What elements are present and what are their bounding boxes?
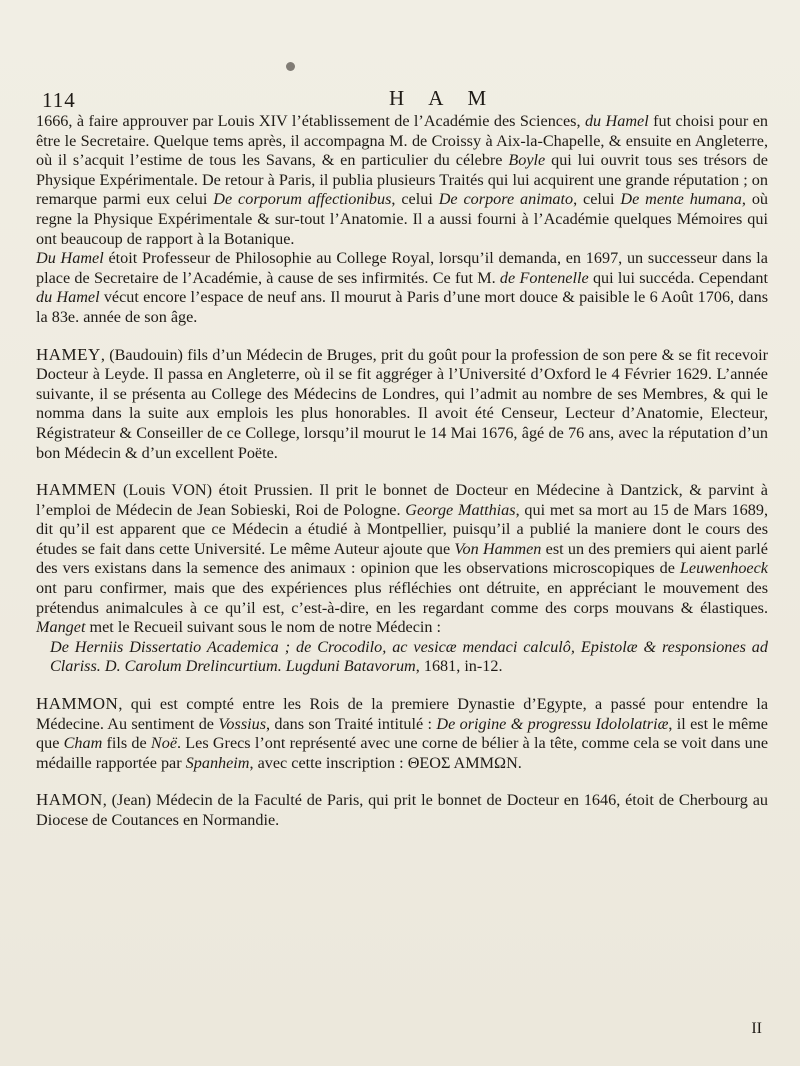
text-run: met le Recueil suivant sous le nom de notre Médecin :	[85, 618, 442, 637]
text-run: étoit Professeur de Philosophie au College Royal, lorsqu’il demanda, en 1697, un successeur dans la place de Secretaire de l’Académie, à cause de ses infirmités. Ce fut M.	[36, 249, 768, 287]
text-run: qui lui succéda. Cependant	[588, 268, 768, 287]
text-run: , celui	[391, 190, 439, 209]
italic-title: De corporum affectionibus	[213, 190, 392, 209]
text-run: qui lui ouvrit tous ses trésors de Physique Expérimentale. De retour à Paris, il publia plusieurs Traités qui lui acquirent une grande réputation ; on remarque parmi eux celui	[36, 151, 768, 209]
entry-hamon	[36, 790, 768, 830]
entry-hammen	[36, 480, 768, 638]
text-run: 1666, à faire approuver par Louis XIV l’établissement de l’Académie des Sciences,	[36, 112, 585, 130]
text-run: , il est le même que	[36, 714, 768, 753]
text-run: , qui met sa mort au 15 de Mars 1689, dit qu’il est apparent que ce Médecin a étudié à Montpellier, puisqu’il a publié la maniere dont le cours des études se fait dans cette Université. Le même Auteur ajoute que	[36, 500, 768, 558]
entry-hammon	[36, 694, 768, 773]
italic-name: Cham	[63, 734, 103, 753]
entry-hamel-paragraph-1	[36, 112, 768, 249]
text-run: est un des premiers qui aient parlé des vers existans dans la semence des animaux : opinion que les observations microscopiques de	[36, 539, 768, 578]
italic-name: Noë	[150, 734, 177, 753]
text-run: , (Jean) Médecin de la Faculté de Paris, qui prit le bonnet de Docteur en 1646, étoit de Cherbourg au Diocese de Coutances en Normandie.	[36, 791, 768, 829]
running-head: H A M	[389, 86, 497, 110]
spacer	[36, 773, 768, 790]
italic-name: Spanheim	[185, 753, 250, 772]
spacer	[36, 328, 768, 345]
italic-name: du Hamel	[584, 112, 649, 130]
text-run: fut choisi pour en être le Secretaire. Quelque tems après, il accompagna M. de Croissy à Aix-la-Chapelle, & ensuite en Angleterre, où il s’acquit l’estime de tous les Savans, & en particulier du célebre	[36, 112, 768, 170]
entry-headword: HAMON	[36, 790, 103, 810]
text-run: . Les Grecs l’ont représenté avec une corne de bélier à la tête, comme cela se voit dans une médaille rapportée par	[36, 734, 769, 772]
italic-title: De corpore animato	[438, 190, 574, 209]
italic-name: George Matthias	[405, 500, 516, 519]
page-header	[36, 78, 768, 112]
spacer	[36, 463, 768, 480]
italic-name: Du Hamel	[36, 249, 104, 268]
text-run: , qui est compté entre les Rois de la premiere Dynastie d’Egypte, a passé pour entendre la Médecine. Au sentiment de	[36, 695, 768, 733]
italic-title: De mente humana	[620, 190, 742, 209]
text-run: , avec cette inscription : ΘΕΟΣ ΑΜΜΩΝ.	[249, 753, 522, 772]
text-run: , 1681, in-12.	[415, 657, 503, 676]
text-run: ont paru confirmer, mais que des expériences plus réfléchies ont détruite, en appréciant le mouvement des prétendus animalcules à ce qu’il est, c’est-à-dire, en les regardant comme des corps mouvans & élastiques.	[36, 579, 768, 617]
italic-name: Boyle	[508, 151, 546, 170]
text-run: (Louis VON) étoit Prussien. Il prit le bonnet de Docteur en Médecine à Dantzick, & parvint à l’emploi de Médecin de Jean Sobieski, Roi de Pologne.	[36, 481, 768, 519]
italic-title: De Herniis Dissertatio Academica ; de Crocodilo, ac vesicæ mendaci calculô, Epistolæ & responsiones ad Clariss. D. Carolum Drelincurtium. Lugduni Batavorum	[50, 637, 768, 676]
entry-headword: HAMMON	[36, 694, 119, 714]
entry-hamey	[36, 345, 768, 464]
spacer	[36, 677, 768, 694]
bibliographic-entry	[36, 638, 768, 677]
body-text	[36, 112, 768, 831]
entry-hamel-paragraph-2	[36, 249, 768, 327]
entry-headword: HAMEY	[36, 344, 101, 364]
italic-name: Leuwenhoeck	[679, 559, 768, 578]
ink-spot	[286, 62, 295, 71]
italic-name: de Fontenelle	[499, 268, 589, 287]
page-number: 114	[42, 88, 76, 112]
italic-name: Vossius	[218, 714, 267, 733]
text-run: , où regne la Physique Expérimentale & sur-tout l’Anatomie. Il a aussi fourni à l’Académie quelques Mémoires qui ont beaucoup de rapport à la Botanique.	[36, 190, 769, 248]
italic-title: De origine & progressu Idololatriæ	[436, 714, 669, 733]
text-run: , (Baudouin) fils d’un Médecin de Bruges, prit du goût pour la profession de son pere & se fit recevoir Docteur à Leyde. Il passa en Angleterre, où il se fit aggréger à l’Université d’Oxford le 4 Février 1629. L’année suivante, il se présenta au College des Médecins de Londres, qui l’admit au nombre de ses Membres, & qui le nomma dans la suite aux emplois les plus honorables. Il avoit été Censeur, Lecteur d’Anatomie, Electeur, Régistrateur & Conseiller de ce College, lorsqu’il mourut le 14 Mai 1676, âgé de 76 ans, avec la réputation d’un bon Médecin & d’un excellent Poëte.	[36, 345, 768, 462]
text-run: vécut encore l’espace de neuf ans. Il mourut à Paris d’une mort douce & paisible le 6 Août 1706, dans la 83e. année de son âge.	[36, 288, 769, 326]
catchword: II	[751, 1020, 762, 1037]
italic-name: du Hamel	[36, 288, 100, 307]
text-run: , dans son Traité intitulé :	[266, 714, 437, 733]
italic-name: Manget	[36, 618, 86, 637]
entry-headword: HAMMEN	[36, 480, 117, 500]
text-run: fils de	[102, 734, 151, 753]
text-run: , celui	[573, 190, 621, 209]
italic-name: Von Hammen	[454, 539, 542, 558]
